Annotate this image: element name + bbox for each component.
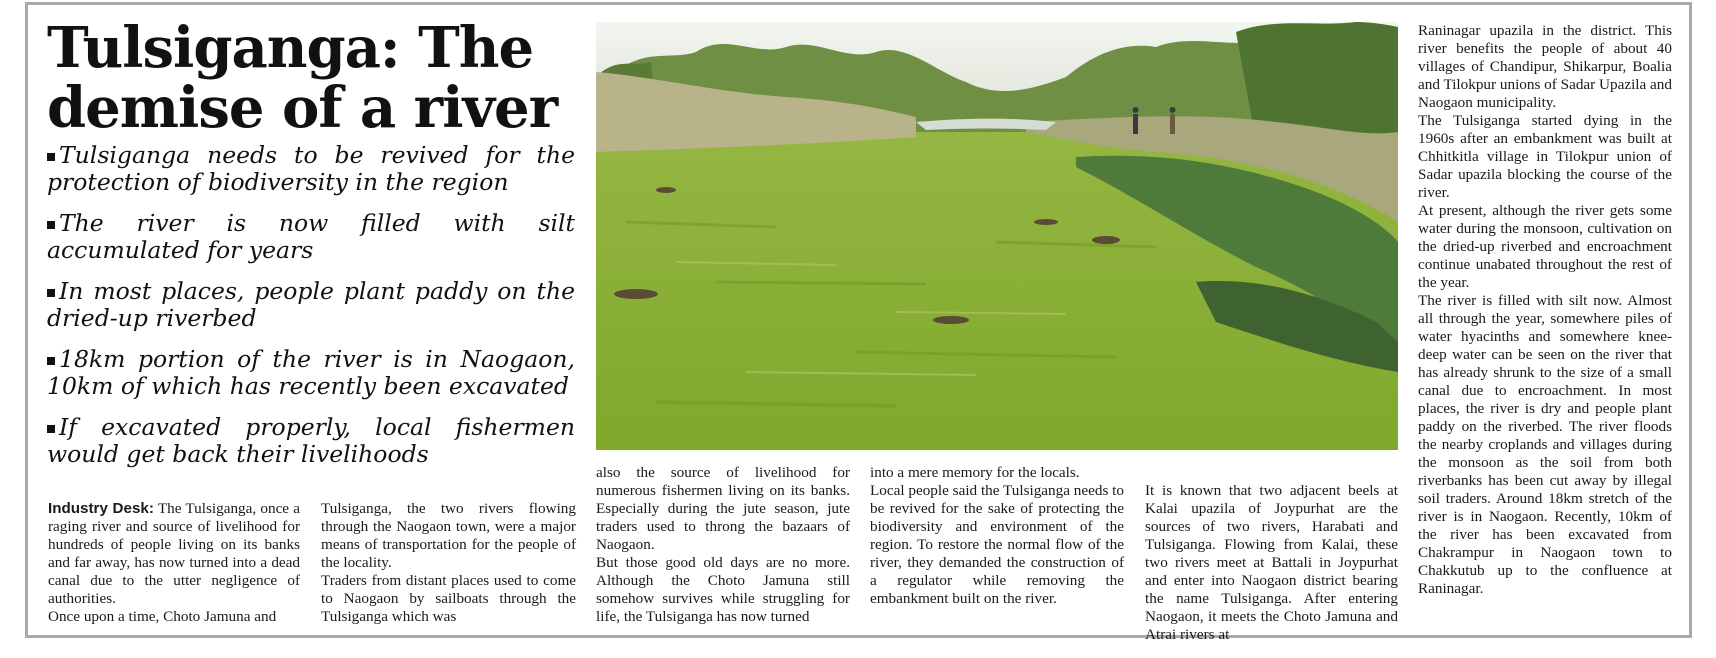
bullet-text: In most places, people plant paddy on the dried-up riverbed [47,277,575,332]
article-column-6 [1418,22,1672,598]
bullet-square-icon [47,221,55,229]
article-column-1 [48,500,300,626]
headline: Tulsiganga: The demise of a river [47,15,558,141]
paragraph: Once upon a time, Choto Jamuna and [48,608,277,625]
bullet-text: If excavated properly, local fishermen would get back their livelihoods [47,413,575,468]
article-column-4 [870,464,1124,608]
paragraph: At present, although the river gets some water during the monsoon, cultivation on the dried-up riverbed and encroachment continue unabated throughout the rest of the year. [1418,202,1672,291]
bullet-item [47,142,575,196]
article-column-3 [596,464,850,626]
bullet-item [47,210,575,264]
paragraph: Raninagar upazila in the district. This river benefits the people of about 40 villages of Chandipur, Shikarpur, Boalia and Tilokpur unions of Sadar Upazila and Naogaon municipality. [1418,22,1672,111]
bullet-text: 18km portion of the river is in Naogaon, 10km of which has recently been excavated [47,345,575,400]
paragraph: It is known that two adjacent beels at Kalai upazila of Joypurhat are the sources of two rivers, Harabati and Tulsiganga. Flowing from Kalai, these two rivers meet at Battali in Joypurhat and enter into Naogaon district bearing the name Tulsiganga. After entering Naogaon, it meets the Choto Jamuna and Atrai rivers at [1145,482,1398,643]
paragraph: The Tulsiganga started dying in the 1960s after an embankment was built at Chhitkitla village in Tilokpur union of Sadar upazila blocking the course of the river. [1418,112,1672,201]
bullet-item [47,414,575,468]
paragraph: Tulsiganga, the two rivers flowing through the Naogaon town, were a major means of transportation for the people of the locality. [321,500,576,571]
bullet-square-icon [47,289,55,297]
paragraph: Traders from distant places used to come to Naogaon by sailboats through the Tulsiganga which was [321,572,576,625]
bullet-square-icon [47,153,55,161]
bullet-text: The river is now filled with silt accumulated for years [47,209,575,264]
paragraph: Local people said the Tulsiganga needs to be revived for the sake of protecting the biodiversity and environment of the region. To restore the normal flow of the river, they demanded the construction of a regulator while removing the embankment built on the river. [870,482,1124,607]
paragraph [48,500,300,608]
byline: Industry Desk: [48,500,154,517]
paragraph: into a mere memory for the locals. [870,464,1080,481]
bullet-square-icon [47,357,55,365]
paragraph-text: The Tulsiganga, once a raging river and source of livelihood for hundreds of people living on its banks and far away, has now turned into a dead canal due to the utter negligence of authorities. [48,500,301,607]
bullet-item [47,346,575,400]
article-column-2 [321,500,576,626]
bullet-text: Tulsiganga needs to be revived for the protection of biodiversity in the region [47,141,575,196]
bullet-list [47,142,575,482]
paragraph: also the source of livelihood for numerous fishermen living on its banks. Especially during the jute season, jute traders used to throng the bazaars of Naogaon. [596,464,850,553]
bullet-square-icon [47,425,55,433]
paragraph: But those good old days are no more. Although the Choto Jamuna still somehow survives while struggling for life, the Tulsiganga has now turned [596,554,850,625]
paragraph: The river is filled with silt now. Almost all through the year, somewhere piles of water hyacinths and somewhere knee-deep water can be seen on the river that has already shrunk to the size of a small canal due to encroachment. In most places, the river is dry and people plant paddy on the riverbed. The river floods the nearby croplands and villages during the monsoon as the soil from both riverbanks has been cut away by illegal soil traders. Around 18km stretch of the river is in Naogaon. Recently, 10km of the river has been excavated from Chakrampur in Naogaon town to Chakkutub up to the confluence at Raninagar. [1418,292,1672,597]
bullet-item [47,278,575,332]
article-column-5 [1145,482,1398,644]
river-bed-illustration [596,22,1398,450]
river-bed-photo [596,22,1398,450]
